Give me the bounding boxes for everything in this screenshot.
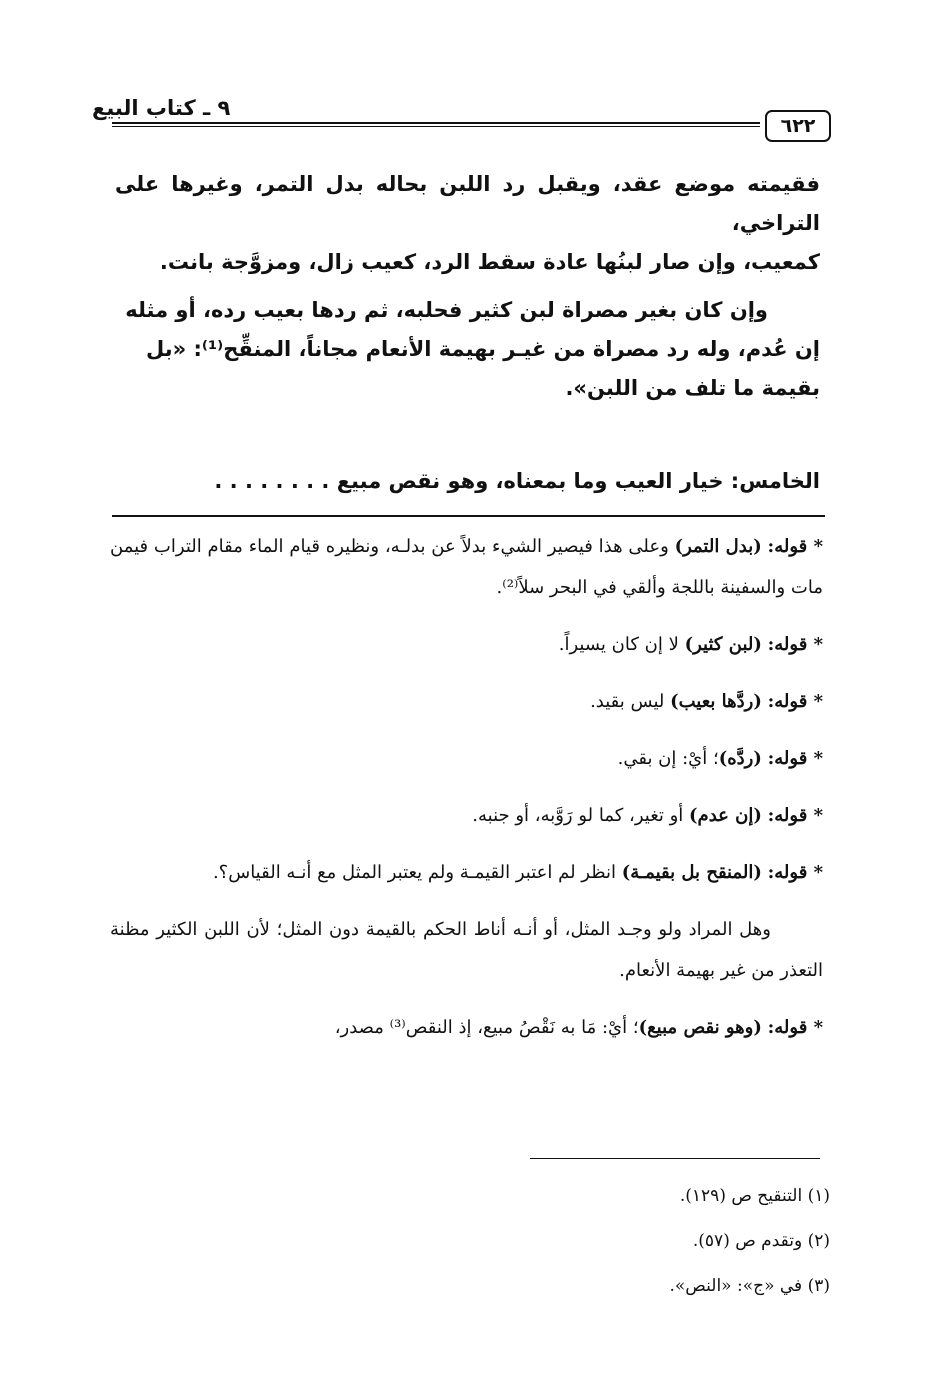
- commentary-paragraph: [110, 624, 823, 665]
- commentary-text: ؛ أيْ: إن بقي.: [617, 748, 719, 769]
- commentary-paragraph: [110, 1007, 823, 1048]
- main-line: فقيمته موضع عقد، ويقبل رد اللبن بحاله بدل التمر، وغيرها على التراخي،: [115, 172, 820, 235]
- commentary-key: (المنقح بل بقيمـة): [621, 862, 762, 883]
- star-marker: *: [807, 805, 823, 826]
- commentary-paragraph: [110, 738, 823, 779]
- commentary-key: (لبن كثير): [684, 634, 762, 655]
- commentary-lead: قوله:: [767, 536, 808, 557]
- star-marker: *: [807, 862, 823, 883]
- commentary-lead: قوله:: [767, 805, 808, 826]
- footnote: (٢) وتقدم ص (٥٧).: [692, 1231, 830, 1251]
- commentary-text: أو تغير، كما لو رَوَّبه، أو جنبه.: [472, 805, 690, 826]
- commentary-text: لا إن كان يسيراً.: [558, 634, 685, 655]
- commentary-lead: قوله:: [767, 748, 808, 769]
- commentary-key: (وهو نقص مبيع): [638, 1017, 762, 1038]
- commentary-key: (إن عدم): [689, 805, 762, 826]
- commentary-text: ليس بقيد.: [590, 691, 671, 712]
- star-marker: *: [807, 536, 823, 557]
- main-line: إن عُدم، وله رد مصراة من غيـر بهيمة الأنعام مجاناً، المنقِّح⁽¹⁾: «بل: [146, 337, 820, 361]
- header-rule: [112, 122, 760, 127]
- main-line: كمعيب، وإن صار لبنُها عادة سقط الرد، كعيب زال، ومزوَّجة بانت.: [159, 250, 820, 274]
- star-marker: *: [807, 748, 823, 769]
- commentary-block: [110, 526, 823, 1064]
- commentary-separator: [112, 515, 825, 517]
- star-marker: *: [807, 1017, 823, 1038]
- star-marker: *: [807, 634, 823, 655]
- commentary-paragraph: [110, 795, 823, 836]
- main-line: بقيمة ما تلف من اللبن».: [565, 376, 820, 400]
- main-line: الخامس: خيار العيب وما بمعناه، وهو نقص مبيع . . . . . . . .: [214, 469, 820, 493]
- page-number-box: ٦٢٢: [765, 110, 831, 142]
- main-text-block: [115, 462, 820, 501]
- footnote: (١) التنقيح ص (١٢٩).: [679, 1186, 830, 1206]
- main-text-block: [115, 165, 820, 282]
- commentary-paragraph: [110, 681, 823, 722]
- main-text-block: [115, 291, 820, 408]
- commentary-text: ؛ أيْ: مَا به نَقْصُ مبيع، إذ النقص⁽³⁾ مصدر،: [334, 1017, 639, 1038]
- footnotes-block: [330, 1174, 830, 1309]
- commentary-paragraph: وهل المراد ولو وجـد المثل، أو أنـه أناط الحكم بالقيمة دون المثل؛ لأن اللبن الكثير مظنة التعذر من غير بهيمة الأنعام.: [110, 919, 823, 981]
- commentary-text: انظر لم اعتبر القيمـة ولم يعتبر المثل مع أنـه القياس؟.: [212, 862, 622, 883]
- commentary-lead: قوله:: [767, 691, 808, 712]
- commentary-lead: قوله:: [767, 862, 808, 883]
- commentary-lead: قوله:: [767, 1017, 808, 1038]
- running-header-title: ٩ ـ كتاب البيع: [92, 96, 231, 120]
- commentary-paragraph: [110, 852, 823, 893]
- main-line: وإن كان بغير مصراة لبن كثير فحلبه، ثم ردها بعيب رده، أو مثله: [125, 298, 768, 322]
- footnote-separator: [530, 1158, 820, 1159]
- commentary-paragraph: [110, 526, 823, 608]
- commentary-text: وعلى هذا فيصير الشيء بدلاً عن بدلـه، ونظيره قيام الماء مقام التراب فيمن مات والسفينة باللجة وألقي في البحر سلاً⁽²⁾.: [110, 536, 823, 598]
- commentary-key: (ردَّه): [718, 748, 762, 769]
- commentary-key: (بدل التمر): [674, 536, 762, 557]
- star-marker: *: [807, 691, 823, 712]
- footnote: (٣) في «ج»: «النص».: [669, 1276, 830, 1296]
- commentary-key: (ردَّها بعيب): [670, 691, 762, 712]
- commentary-lead: قوله:: [767, 634, 808, 655]
